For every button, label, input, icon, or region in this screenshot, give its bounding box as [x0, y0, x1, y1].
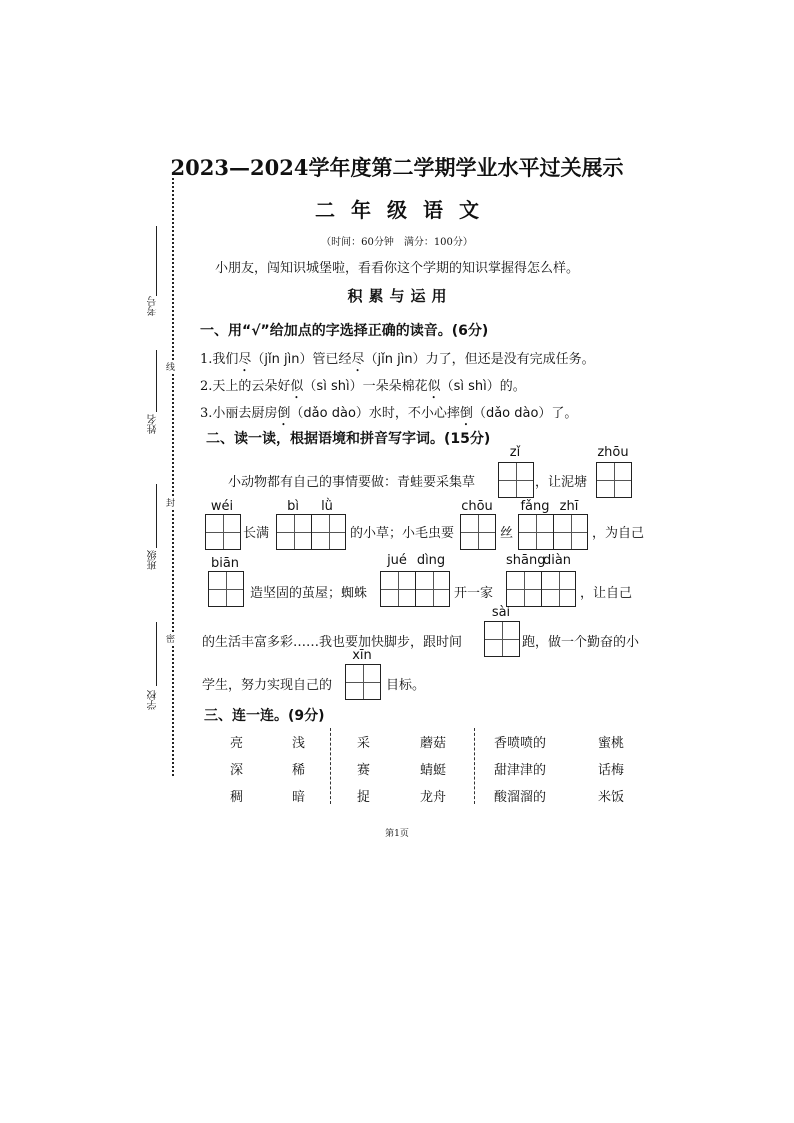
q3-g1-right-1[interactable]: 浅	[292, 736, 306, 751]
class-label: 班级	[148, 550, 159, 570]
pinyin-lv: lǜ	[321, 499, 333, 514]
page-number: 第1页	[385, 829, 409, 839]
q3-g2-right-1[interactable]: 蘑菇	[420, 736, 447, 751]
answer-box-wei[interactable]	[205, 514, 241, 550]
pinyin-bi: bì	[287, 499, 299, 514]
pinyin-zhou: zhōu	[597, 445, 629, 460]
q3-heading: 三、连一连。(9分)	[204, 708, 325, 724]
q2-text-5: 丝	[500, 526, 514, 541]
q3-g3-right-1[interactable]: 蜜桃	[598, 736, 625, 751]
answer-box-fangzhi[interactable]	[518, 514, 588, 550]
seal-mark-dense: 密	[166, 632, 175, 645]
class-blank	[156, 484, 157, 548]
q1-heading: 一、用“√”给加点的字选择正确的读音。(6分)	[200, 323, 489, 339]
pinyin-zhi: zhī	[559, 499, 579, 514]
pinyin-zi: zǐ	[509, 445, 521, 460]
q2-text-13: 目标。	[386, 678, 426, 693]
section-title: 积累与运用	[347, 287, 453, 305]
answer-box-chou[interactable]	[460, 514, 496, 550]
q2-text-1: 小动物都有自己的事情要做：青蛙要采集草	[228, 475, 476, 490]
q3-divider-2	[474, 728, 475, 804]
q2-text-8: 开一家	[454, 586, 494, 601]
pinyin-xin: xīn	[352, 648, 372, 663]
exam-title: 2023—2024学年度第二学期学业水平过关展示	[170, 155, 624, 180]
q3-g1-left-3[interactable]: 稠	[230, 790, 244, 805]
q3-g1-left-2[interactable]: 深	[230, 763, 244, 778]
q2-text-11: 跑，做一个勤奋的小	[522, 635, 640, 650]
pinyin-ding: dìng	[416, 553, 446, 568]
pinyin-shang: shāng	[506, 553, 546, 568]
seal-mark-seal: 封	[166, 496, 175, 509]
q3-g1-right-2[interactable]: 稀	[292, 763, 306, 778]
q1-item-1: 1.我们尽（jǐn jìn）管已经尽（jǐn jìn）力了，但还是没有完成任务。	[200, 352, 595, 367]
pinyin-jue: jué	[387, 553, 407, 568]
q3-g2-left-1[interactable]: 采	[357, 736, 371, 751]
exam-subject: 二年级语文	[315, 198, 495, 222]
q3-g3-right-2[interactable]: 话梅	[598, 763, 625, 778]
pinyin-sai: sài	[491, 605, 511, 620]
exam-id-label: 考号	[148, 296, 159, 316]
answer-box-sai[interactable]	[484, 621, 520, 657]
answer-box-shangdian[interactable]	[506, 571, 576, 607]
answer-box-jueding[interactable]	[380, 571, 450, 607]
pinyin-chou: chōu	[461, 499, 493, 514]
q2-text-6: ，为自己	[592, 526, 645, 541]
q3-g2-right-3[interactable]: 龙舟	[420, 790, 447, 805]
answer-box-xin[interactable]	[345, 664, 381, 700]
school-blank	[156, 622, 157, 686]
q2-text-2: ，让泥塘	[535, 475, 588, 490]
q2-text-10: 的生活丰富多彩……我也要加快脚步，跟时间	[202, 635, 463, 650]
q2-heading: 二、读一读，根据语境和拼音写字词。(15分)	[206, 431, 491, 447]
name-blank	[156, 350, 157, 412]
q3-g2-left-3[interactable]: 捉	[357, 790, 371, 805]
q2-text-12: 学生，努力实现自己的	[202, 678, 333, 693]
q3-g1-right-3[interactable]: 暗	[292, 790, 306, 805]
answer-box-zi[interactable]	[498, 462, 534, 498]
answer-box-bilv[interactable]	[276, 514, 346, 550]
q3-g3-left-3[interactable]: 酸溜溜的	[494, 790, 547, 805]
seal-mark-line: 线	[166, 360, 175, 373]
name-label: 姓名	[148, 414, 159, 434]
q3-g3-left-1[interactable]: 香喷喷的	[494, 736, 547, 751]
answer-box-zhou[interactable]	[596, 462, 632, 498]
q3-g3-right-3[interactable]: 米饭	[598, 790, 625, 805]
q1-item-2: 2.天上的云朵好似（sì shì）一朵朵棉花似（sì shì）的。	[200, 379, 526, 394]
pinyin-bian: biān	[210, 556, 240, 571]
pinyin-wei: wéi	[210, 499, 234, 514]
pinyin-fang: fǎng	[520, 499, 550, 514]
q3-g2-left-2[interactable]: 赛	[357, 763, 371, 778]
q2-text-7: 造坚固的茧屋；蜘蛛	[250, 586, 368, 601]
exam-meta: （时间：60分钟 满分：100分）	[321, 237, 473, 248]
q3-divider-1	[330, 728, 331, 804]
answer-box-bian[interactable]	[208, 571, 244, 607]
q2-text-3: 长满	[243, 526, 270, 541]
q2-text-4: 的小草；小毛虫要	[350, 526, 455, 541]
q3-g1-left-1[interactable]: 亮	[230, 736, 244, 751]
q3-g2-right-2[interactable]: 蜻蜓	[420, 763, 447, 778]
q3-g3-left-2[interactable]: 甜津津的	[494, 763, 547, 778]
q1-item-3: 3.小丽去厨房倒（dǎo dào）水时，不小心摔倒（dǎo dào）了。	[200, 406, 578, 421]
pinyin-dian: diàn	[542, 553, 572, 568]
q2-text-9: ，让自己	[580, 586, 633, 601]
exam-intro: 小朋友，闯知识城堡啦，看看你这个学期的知识掌握得怎么样。	[214, 261, 579, 276]
school-label: 学校	[148, 690, 159, 710]
